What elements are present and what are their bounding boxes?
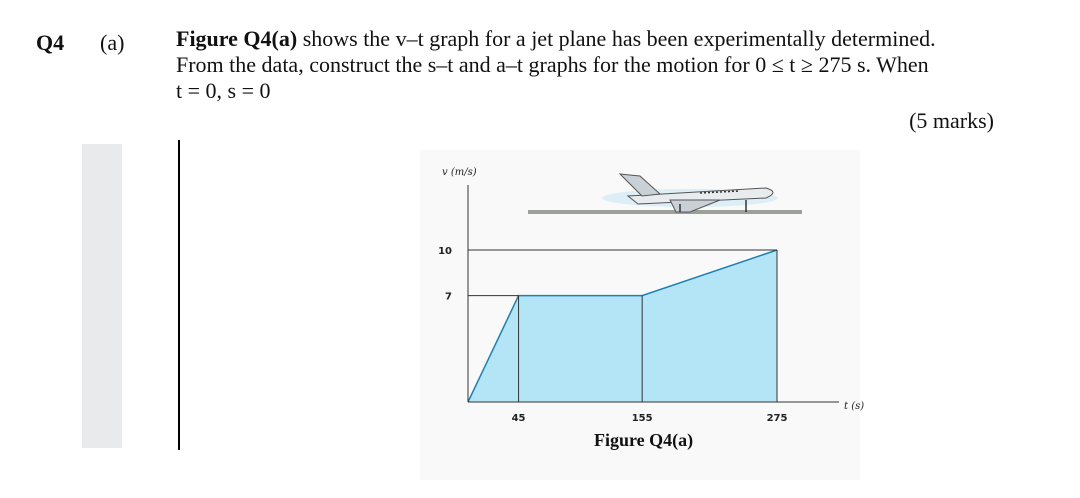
y-axis-label: v (m/s) xyxy=(442,167,477,178)
x-tick-label-275: 275 xyxy=(766,413,788,424)
figure-reference: Figure Q4(a) xyxy=(176,26,298,51)
x-tick-label-155: 155 xyxy=(631,413,653,424)
question-part: (a) xyxy=(100,30,125,55)
question-number: Q4 xyxy=(36,30,65,55)
y-tick-label-7: 7 xyxy=(445,291,452,303)
x-tick-label-45: 45 xyxy=(511,413,526,424)
x-axis-label: t (s) xyxy=(844,401,865,412)
question-line-1-rest: shows the v–t graph for a jet plane has been experimentally determined. xyxy=(297,26,936,51)
marks-label: (5 marks) xyxy=(909,108,994,133)
y-tick-label-10: 10 xyxy=(438,246,452,257)
figure-caption: Figure Q4(a) xyxy=(594,430,694,450)
question-line-3: t = 0, s = 0 xyxy=(176,78,271,103)
velocity-area xyxy=(468,250,777,402)
jet-plane-illustration xyxy=(528,174,802,212)
question-line-2: From the data, construct the s–t and a–t graphs for the motion for 0 ≤ t ≥ 275 s. When xyxy=(176,52,929,77)
chart-layer xyxy=(438,185,839,424)
